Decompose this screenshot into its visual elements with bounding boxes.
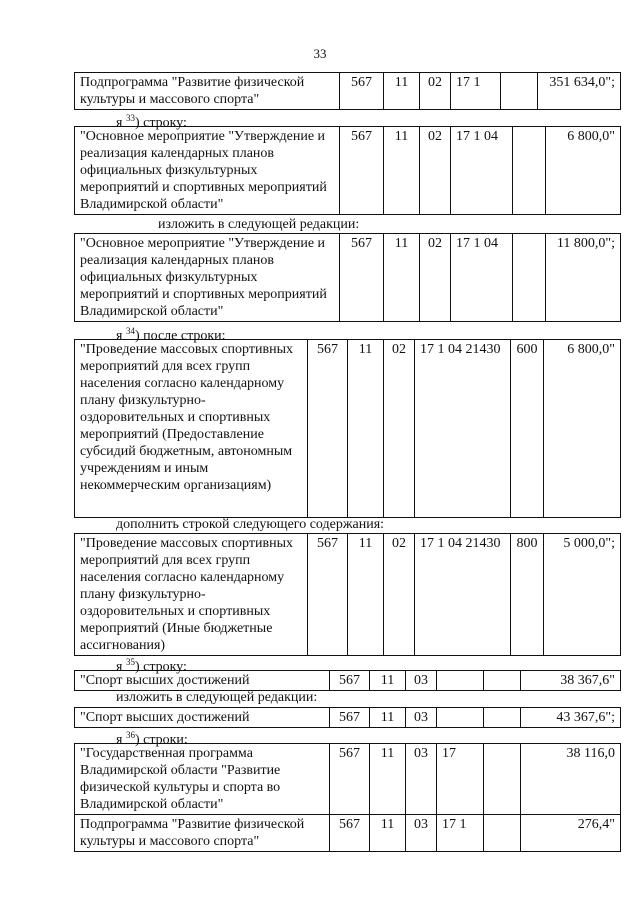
code-subsection: 02 (384, 340, 415, 518)
code-target (437, 708, 484, 728)
table-row (75, 708, 621, 728)
code-expense (513, 234, 546, 322)
separator-34 (74, 323, 634, 344)
code-subsection: 02 (384, 534, 415, 656)
code-expense (484, 815, 521, 852)
page-number: 33 (313, 46, 327, 61)
code-expense: 800 (511, 534, 544, 656)
sep-prefix: я (116, 659, 126, 675)
row-name: "Спорт высших достижений (75, 708, 330, 728)
code-expense: 600 (511, 340, 544, 518)
sep-text: изложить в следующей редакции: (158, 217, 360, 232)
sep-text: ) строки: (134, 732, 188, 748)
code-admin: 567 (340, 73, 384, 110)
footnote-ref: 33 (125, 113, 135, 123)
separator-add (74, 517, 634, 533)
separator-edit-2 (74, 690, 634, 706)
table-block-6 (74, 670, 621, 691)
code-subsection: 02 (420, 73, 451, 110)
code-subsection: 02 (420, 234, 451, 322)
code-expense (484, 671, 521, 691)
row-name: "Проведение массовых спортивных мероприятий для всех групп населения согласно календарному плану физкультурно-оздоровительных и спортивных мероприятий (Предоставление субсидий бюджетным, автономным учреждениям и иным некоммерческим организациям) (75, 340, 308, 518)
code-admin: 567 (330, 744, 370, 815)
sep-prefix: я (116, 115, 126, 131)
code-section: 11 (370, 815, 406, 852)
footnote-ref: 34 (125, 326, 135, 336)
table-block-1 (74, 72, 621, 110)
table-row (75, 534, 621, 656)
table-row (75, 815, 621, 852)
sep-prefix: я (116, 732, 126, 748)
footnote-ref: 36 (125, 730, 135, 740)
row-name: "Спорт высших достижений (75, 671, 330, 691)
code-section: 11 (370, 708, 406, 728)
amount: 11 800,0"; (546, 234, 621, 322)
code-section: 11 (348, 340, 384, 518)
table-block-8 (74, 743, 621, 852)
table-block-7 (74, 707, 621, 728)
code-subsection: 03 (406, 815, 437, 852)
table-block-2 (74, 126, 621, 215)
amount: 351 634,0"; (538, 73, 621, 110)
amount: 6 800,0" (546, 127, 621, 215)
separator-36 (74, 727, 634, 748)
code-section: 11 (370, 671, 406, 691)
code-target: 17 1 04 (451, 234, 513, 322)
separator-33 (74, 110, 634, 131)
code-subsection: 03 (406, 744, 437, 815)
amount: 38 116,0 (521, 744, 621, 815)
sep-text: дополнить строкой следующего содержания: (116, 517, 385, 532)
code-admin: 567 (340, 127, 384, 215)
code-target: 17 1 04 (451, 127, 513, 215)
table-row (75, 744, 621, 815)
amount: 6 800,0" (544, 340, 621, 518)
code-target: 17 1 (451, 73, 501, 110)
sep-text: ) строку: (134, 115, 187, 131)
amount: 5 000,0"; (544, 534, 621, 656)
code-admin: 567 (330, 815, 370, 852)
row-name: "Государственная программа Владимирской области "Развитие физической культуры и спорта во Владимирской области" (75, 744, 330, 815)
code-expense (501, 73, 538, 110)
code-target: 17 1 04 21430 (415, 534, 511, 656)
code-expense (484, 744, 521, 815)
table-row (75, 234, 621, 322)
sep-text: ) после строки: (134, 328, 226, 344)
table-row (75, 671, 621, 691)
code-admin: 567 (340, 234, 384, 322)
table-row (75, 127, 621, 215)
code-admin: 567 (308, 534, 348, 656)
code-target: 17 1 (437, 815, 484, 852)
row-name: "Основное мероприятие "Утверждение и реализация календарных планов официальных физкультурных мероприятий и спортивных мероприятий Владимирской области" (75, 234, 340, 322)
row-name: Подпрограмма "Развитие физической культуры и массового спорта" (75, 73, 340, 110)
code-section: 11 (384, 73, 420, 110)
code-expense (513, 127, 546, 215)
sep-text: ) строку: (134, 659, 187, 675)
amount: 43 367,6"; (521, 708, 621, 728)
amount: 276,4" (521, 815, 621, 852)
code-subsection: 03 (406, 671, 437, 691)
table-row (75, 73, 621, 110)
code-admin: 567 (330, 708, 370, 728)
code-section: 11 (384, 234, 420, 322)
table-block-4 (74, 339, 621, 518)
row-name: "Проведение массовых спортивных мероприятий для всех групп населения согласно календарному плану физкультурно-оздоровительных и спортивных мероприятий (Иные бюджетные ассигнования) (75, 534, 308, 656)
row-name: Подпрограмма "Развитие физической культуры и массового спорта" (75, 815, 330, 852)
code-target: 17 1 04 21430 (415, 340, 511, 518)
code-target: 17 (437, 744, 484, 815)
amount: 38 367,6" (521, 671, 621, 691)
sep-text: изложить в следующей редакции: (116, 690, 318, 705)
code-section: 11 (370, 744, 406, 815)
code-subsection: 03 (406, 708, 437, 728)
code-section: 11 (348, 534, 384, 656)
code-admin: 567 (330, 671, 370, 691)
footnote-ref: 35 (125, 657, 135, 667)
table-block-3 (74, 233, 621, 322)
separator-35 (74, 654, 634, 675)
code-admin: 567 (308, 340, 348, 518)
row-name: "Основное мероприятие "Утверждение и реализация календарных планов официальных физкультурных мероприятий и спортивных мероприятий Владимирской области" (75, 127, 340, 215)
code-expense (484, 708, 521, 728)
sep-prefix: я (116, 328, 126, 344)
code-subsection: 02 (420, 127, 451, 215)
table-block-5 (74, 533, 621, 656)
separator-edit-1 (74, 217, 634, 233)
code-section: 11 (384, 127, 420, 215)
table-row (75, 340, 621, 518)
code-target (437, 671, 484, 691)
